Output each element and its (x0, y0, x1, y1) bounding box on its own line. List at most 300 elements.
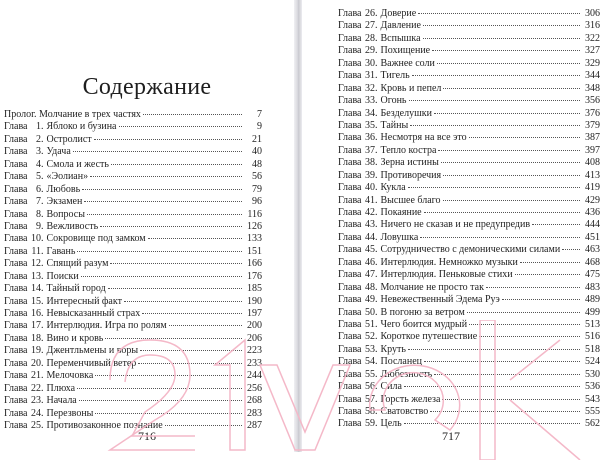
toc-leader-dots (467, 312, 580, 313)
toc-entry-page: 483 (585, 281, 600, 293)
toc-entry-label (4, 383, 75, 395)
toc-entry-number: 39. (365, 169, 378, 181)
toc-entry-label (4, 358, 136, 370)
toc-list-left (4, 109, 262, 432)
toc-entry-number: 2. (36, 133, 44, 145)
toc-entry-title: Тайны (380, 119, 409, 131)
toc-entry-title: Сотрудничество с демоническими силами (380, 244, 561, 256)
toc-leader-dots (441, 162, 580, 163)
toc-entry (338, 282, 600, 294)
toc-entry-number: 30. (365, 57, 378, 69)
toc-entry-prefix: Глава (338, 406, 362, 417)
toc-entry-page: 468 (585, 256, 600, 268)
toc-entry-label (4, 308, 140, 320)
toc-entry-prefix: Глава (338, 70, 362, 82)
toc-entry-prefix: Глава (338, 393, 362, 405)
toc-entry-page: 397 (585, 144, 600, 156)
toc-entry-label (4, 209, 85, 221)
toc-entry-title: Удача (46, 146, 71, 158)
toc-entry-label (4, 408, 93, 420)
toc-entry-prefix: Глава (338, 95, 362, 107)
toc-entry-label (338, 145, 436, 157)
toc-leader-dots (423, 38, 580, 39)
toc-entry-number: 28. (365, 32, 378, 44)
toc-entry-number: 52. (365, 331, 378, 343)
toc-entry-number: 53. (365, 343, 378, 355)
toc-entry-prefix: Глава (4, 407, 28, 419)
toc-entry-page: 562 (585, 418, 600, 430)
toc-leader-dots (434, 113, 580, 114)
toc-entry (338, 157, 600, 169)
toc-entry-number: 3. (36, 146, 44, 158)
toc-entry-number: 56. (365, 381, 378, 393)
toc-leader-dots (432, 50, 580, 51)
toc-leader-dots (79, 400, 242, 401)
toc-entry-number: 58. (365, 406, 378, 417)
toc-entry-title: Сокровище под замком (46, 233, 146, 245)
toc-entry-prefix: Глава (4, 121, 28, 133)
toc-leader-dots (408, 349, 580, 350)
toc-entry (4, 171, 262, 183)
toc-entry (4, 159, 262, 171)
toc-entry-number: 20. (31, 357, 44, 369)
toc-entry-title: Поиски (46, 270, 79, 282)
toc-leader-dots (437, 63, 580, 64)
toc-leader-dots (515, 274, 580, 275)
toc-entry-prefix: Глава (338, 256, 362, 268)
toc-entry-prefix: Глава (338, 82, 362, 94)
toc-entry (338, 108, 600, 120)
toc-entry-label (338, 344, 406, 356)
toc-leader-dots (404, 386, 580, 387)
toc-entry-number: 14. (31, 283, 44, 295)
toc-entry (4, 296, 262, 308)
toc-entry-title: Гавань (46, 245, 76, 257)
toc-entry-prefix: Глава (4, 208, 28, 220)
toc-list-right (338, 8, 600, 431)
toc-entry-number: 21. (31, 370, 44, 382)
toc-leader-dots (404, 423, 580, 424)
toc-entry-number: 16. (31, 308, 44, 319)
toc-entry-prefix: Глава (4, 370, 28, 382)
toc-entry-label (338, 182, 406, 194)
toc-entry-page: 197 (247, 308, 262, 319)
toc-entry-title: «Эолиан» (46, 171, 89, 183)
toc-entry-page: 244 (247, 370, 262, 382)
toc-entry-prefix: Глава (338, 57, 362, 69)
toc-entry-page: 513 (585, 318, 600, 330)
toc-entry-page: 176 (247, 270, 262, 282)
toc-entry-title: Пролог. Молчание в трех частях (4, 109, 141, 120)
toc-leader-dots (90, 176, 242, 177)
toc-entry-page: 7 (257, 109, 262, 120)
toc-entry-title: Посланец (380, 356, 422, 368)
toc-entry-label (338, 195, 441, 207)
toc-entry (4, 333, 262, 345)
toc-entry (4, 320, 262, 332)
toc-leader-dots (111, 164, 242, 165)
toc-entry-number: 31. (365, 70, 378, 82)
toc-entry-page: 329 (585, 57, 600, 69)
toc-entry-label (4, 370, 93, 382)
toc-entry-label (4, 246, 75, 258)
toc-entry-title: Вспышка (380, 32, 421, 44)
toc-entry-number: 5. (36, 171, 44, 183)
toc-entry-label (338, 307, 465, 319)
toc-entry-label (4, 296, 122, 308)
toc-entry-title: Экзамен (46, 196, 83, 208)
book-gutter (294, 0, 302, 452)
toc-entry-label (4, 258, 108, 270)
toc-entry (338, 307, 600, 319)
toc-entry-title: Доверие (380, 8, 417, 19)
toc-entry-prefix: Глава (4, 183, 28, 195)
toc-entry-page: 21 (252, 133, 262, 145)
toc-leader-dots (95, 413, 242, 414)
toc-entry (338, 20, 600, 32)
toc-entry-prefix: Глава (338, 20, 362, 32)
toc-leader-dots (442, 399, 580, 400)
toc-entry (4, 283, 262, 295)
toc-entry-prefix: Глава (4, 357, 28, 369)
toc-entry (4, 221, 262, 233)
toc-entry (4, 233, 262, 245)
toc-leader-dots (148, 238, 242, 239)
toc-entry-prefix: Глава (338, 182, 362, 194)
toc-entry (338, 244, 600, 256)
toc-entry-number: 19. (31, 345, 44, 357)
toc-entry-page: 96 (252, 196, 262, 208)
toc-entry-page: 475 (585, 269, 600, 281)
toc-entry-prefix: Глава (4, 196, 28, 208)
toc-entry-prefix: Глава (338, 368, 362, 380)
toc-entry-prefix: Глава (4, 395, 28, 407)
toc-leader-dots (469, 137, 580, 138)
toc-entry-number: 10. (31, 233, 44, 245)
toc-entry-label (4, 271, 79, 283)
toc-entry-page: 516 (585, 331, 600, 343)
toc-entry-prefix: Глава (338, 343, 362, 355)
toc-entry-page: 56 (252, 171, 262, 183)
toc-entry-number: 40. (365, 182, 378, 194)
toc-entry-number: 47. (365, 269, 378, 281)
toc-entry-prefix: Глава (338, 32, 362, 44)
toc-entry-label (4, 146, 71, 158)
toc-entry (4, 209, 262, 221)
toc-entry (338, 83, 600, 95)
right-page (302, 0, 600, 452)
toc-entry-label (338, 83, 441, 95)
toc-leader-dots (100, 226, 242, 227)
toc-entry (4, 345, 262, 357)
toc-entry-number: 9. (36, 220, 44, 232)
toc-leader-dots (138, 363, 242, 364)
toc-leader-dots (87, 214, 242, 215)
toc-entry-number: 25. (31, 419, 44, 431)
toc-entry-prefix: Глава (338, 8, 362, 19)
toc-entry-title: Любовь (46, 183, 81, 195)
toc-entry-title: Начала (46, 395, 77, 407)
toc-entry-page: 499 (585, 306, 600, 318)
toc-entry-page: 200 (247, 320, 262, 332)
toc-entry-prefix: Глава (338, 231, 362, 243)
toc-entry-page: 436 (585, 207, 600, 218)
toc-entry-prefix: Глава (4, 345, 28, 357)
toc-entry-page: 322 (585, 32, 600, 44)
toc-leader-dots (77, 388, 242, 389)
toc-entry (4, 258, 262, 270)
toc-leader-dots (84, 201, 242, 202)
toc-entry-page: 518 (585, 343, 600, 355)
toc-entry-prefix: Глава (338, 194, 362, 206)
toc-entry-number: 23. (31, 395, 44, 407)
toc-entry-prefix: Глава (4, 270, 28, 282)
toc-entry-label (4, 221, 98, 233)
toc-entry-label (338, 294, 500, 306)
toc-entry-page: 206 (247, 332, 262, 344)
toc-entry (338, 70, 600, 82)
toc-entry-prefix: Глава (4, 133, 28, 145)
toc-entry-label (4, 121, 117, 133)
toc-entry-title: Тепло костра (380, 144, 437, 156)
toc-entry-number: 32. (365, 82, 378, 94)
toc-entry-title: Невысказанный страх (46, 308, 141, 319)
toc-entry-prefix: Глава (338, 207, 362, 218)
toc-entry (338, 45, 600, 57)
toc-entry-page: 48 (252, 158, 262, 170)
toc-leader-dots (438, 150, 580, 151)
toc-entry-title: Молчание не просто так (380, 281, 484, 293)
toc-entry-title: Интерлюдия. Немножко музыки (380, 256, 518, 268)
toc-leader-dots (469, 324, 580, 325)
toc-entry (4, 408, 262, 420)
toc-entry-page: 419 (585, 182, 600, 194)
toc-entry-number: 35. (365, 119, 378, 131)
toc-entry-label (338, 170, 441, 182)
toc-entry-label (338, 319, 467, 331)
toc-entry-title: Интерлюдия. Игра по ролям (46, 320, 167, 332)
toc-entry (338, 319, 600, 331)
toc-entry-number: 27. (365, 20, 378, 32)
toc-entry-prefix: Глава (4, 220, 28, 232)
toc-entry-label (338, 70, 410, 82)
toc-entry-label (338, 244, 560, 256)
toc-entry-page: 79 (252, 183, 262, 195)
toc-entry-number: 34. (365, 107, 378, 119)
toc-leader-dots (143, 114, 242, 115)
toc-entry-label (4, 233, 146, 245)
toc-entry (338, 232, 600, 244)
toc-entry-page: 489 (585, 294, 600, 306)
toc-entry-title: Кукла (380, 182, 406, 194)
toc-entry-title: Ничего не сказав и не предупредив (380, 219, 531, 231)
toc-entry-number: 55. (365, 368, 378, 380)
toc-leader-dots (81, 276, 242, 277)
toc-entry-title: Вопросы (46, 208, 85, 220)
toc-leader-dots (124, 301, 242, 302)
toc-entry-label (4, 171, 88, 183)
toc-entry-prefix: Глава (338, 244, 362, 256)
toc-entry-prefix: Глава (4, 233, 28, 245)
left-page (0, 0, 294, 452)
toc-entry-page: 166 (247, 258, 262, 270)
toc-entry-number: 8. (36, 208, 44, 220)
toc-entry-label (4, 159, 109, 171)
toc-entry-page: 287 (247, 419, 262, 431)
toc-entry-label (338, 282, 484, 294)
toc-leader-dots (409, 100, 581, 101)
toc-entry-number: 42. (365, 207, 378, 218)
toc-entry-title: Тайный город (46, 283, 106, 295)
toc-entry-label (4, 395, 77, 407)
toc-entry-page: 348 (585, 82, 600, 94)
toc-entry-title: Интерлюдия. Пеньковые стихи (380, 269, 513, 281)
toc-entry-number: 54. (365, 356, 378, 368)
toc-entry (4, 196, 262, 208)
toc-entry-prefix: Глава (338, 219, 362, 231)
toc-entry-title: Любезность (380, 368, 433, 380)
toc-entry (338, 120, 600, 132)
toc-entry-page: 555 (585, 406, 600, 417)
toc-entry-prefix: Глава (4, 283, 28, 295)
toc-entry-prefix: Глава (338, 144, 362, 156)
toc-leader-dots (105, 338, 242, 339)
toc-entry-prefix: Глава (4, 245, 28, 257)
toc-entry-prefix: Глава (4, 419, 28, 431)
toc-entry-number: 36. (365, 132, 378, 144)
toc-leader-dots (165, 425, 242, 426)
toc-entry-label (338, 331, 477, 343)
toc-entry-page: 408 (585, 157, 600, 169)
toc-entry-prefix: Глава (4, 308, 28, 319)
toc-leader-dots (479, 336, 580, 337)
toc-entry-page: 316 (585, 20, 600, 32)
toc-entry-prefix: Глава (4, 320, 28, 332)
toc-entry-title: Мелочовка (46, 370, 94, 382)
toc-entry-page: 126 (247, 220, 262, 232)
toc-entry-title: Противозаконное познание (46, 419, 163, 431)
toc-entry (338, 356, 600, 368)
toc-entry (338, 331, 600, 343)
toc-entry (4, 121, 262, 133)
toc-entry-page: 306 (585, 8, 600, 19)
toc-entry-label (338, 394, 440, 406)
toc-entry-number: 44. (365, 231, 378, 243)
toc-leader-dots (95, 375, 242, 376)
toc-entry-prefix: Глава (338, 418, 362, 430)
toc-entry-title: Сватовство (380, 406, 429, 417)
toc-entry-title: Вино и кровь (46, 332, 104, 344)
toc-entry-number: 11. (31, 245, 44, 257)
toc-leader-dots (418, 13, 580, 14)
toc-entry-page: 387 (585, 132, 600, 144)
page-number-left: 716 (138, 429, 156, 443)
toc-entry-label (4, 333, 103, 345)
toc-entry (338, 132, 600, 144)
toc-entry (4, 358, 262, 370)
toc-entry-page: 223 (247, 345, 262, 357)
toc-entry-label (338, 232, 418, 244)
toc-entry-page: 133 (247, 233, 262, 245)
toc-entry (4, 184, 262, 196)
toc-entry-number: 24. (31, 407, 44, 419)
toc-leader-dots (520, 262, 580, 263)
toc-entry-number: 59. (365, 418, 378, 430)
toc-entry-number: 13. (31, 270, 44, 282)
toc-entry (338, 257, 600, 269)
toc-entry-number: 57. (365, 393, 378, 405)
toc-leader-dots (423, 25, 580, 26)
toc-entry-title: Тигель (380, 70, 410, 82)
toc-entry (338, 406, 600, 418)
toc-entry (338, 145, 600, 157)
toc-entry-prefix: Глава (338, 119, 362, 131)
toc-leader-dots (108, 288, 242, 289)
toc-entry (4, 271, 262, 283)
toc-leader-dots (169, 325, 242, 326)
toc-leader-dots (77, 251, 242, 252)
toc-entry-label (338, 157, 439, 169)
toc-entry-title: Важнее соли (380, 57, 435, 69)
toc-entry-title: Давление (380, 20, 421, 32)
toc-entry (338, 269, 600, 281)
toc-entry-label (338, 356, 422, 368)
toc-entry-label (4, 345, 138, 357)
toc-entry-label (338, 95, 407, 107)
toc-entry-number: 26. (365, 8, 378, 19)
toc-entry (338, 344, 600, 356)
toc-leader-dots (443, 200, 580, 201)
toc-entry-title: Перезвоны (46, 407, 94, 419)
toc-entry-title: Зерна истины (380, 157, 439, 169)
toc-leader-dots (119, 126, 243, 127)
toc-leader-dots (434, 374, 580, 375)
toc-entry-title: Интересный факт (46, 295, 122, 307)
toc-entry (4, 370, 262, 382)
toc-entry-page: 524 (585, 356, 600, 368)
toc-leader-dots (412, 75, 580, 76)
toc-entry-prefix: Глава (338, 294, 362, 306)
toc-title: Содержание (82, 74, 212, 100)
toc-leader-dots (502, 299, 580, 300)
toc-entry (4, 395, 262, 407)
toc-entry (338, 381, 600, 393)
toc-entry-title: Смола и жесть (46, 158, 109, 170)
toc-entry-label (4, 320, 167, 332)
toc-entry-prefix: Глава (4, 295, 28, 307)
toc-entry (4, 383, 262, 395)
toc-entry-label (338, 20, 421, 32)
toc-entry-number: 22. (31, 382, 44, 394)
toc-entry (4, 134, 262, 146)
toc-entry-prefix: Глава (338, 381, 362, 393)
toc-entry-prefix: Глава (338, 169, 362, 181)
toc-entry-page: 233 (247, 357, 262, 369)
toc-entry-prefix: Глава (338, 107, 362, 119)
toc-entry-page: 413 (585, 169, 600, 181)
toc-entry-prefix: Глава (4, 382, 28, 394)
toc-entry-title: Похищение (380, 45, 431, 57)
toc-entry-label (4, 109, 141, 121)
toc-entry-title: Огонь (380, 95, 407, 107)
toc-leader-dots (94, 139, 242, 140)
toc-entry-label (338, 8, 416, 20)
toc-leader-dots (424, 361, 580, 362)
toc-entry-title: Цель (380, 418, 402, 430)
toc-entry-label (4, 184, 80, 196)
toc-entry-label (338, 120, 408, 132)
toc-entry-prefix: Глава (4, 171, 28, 183)
